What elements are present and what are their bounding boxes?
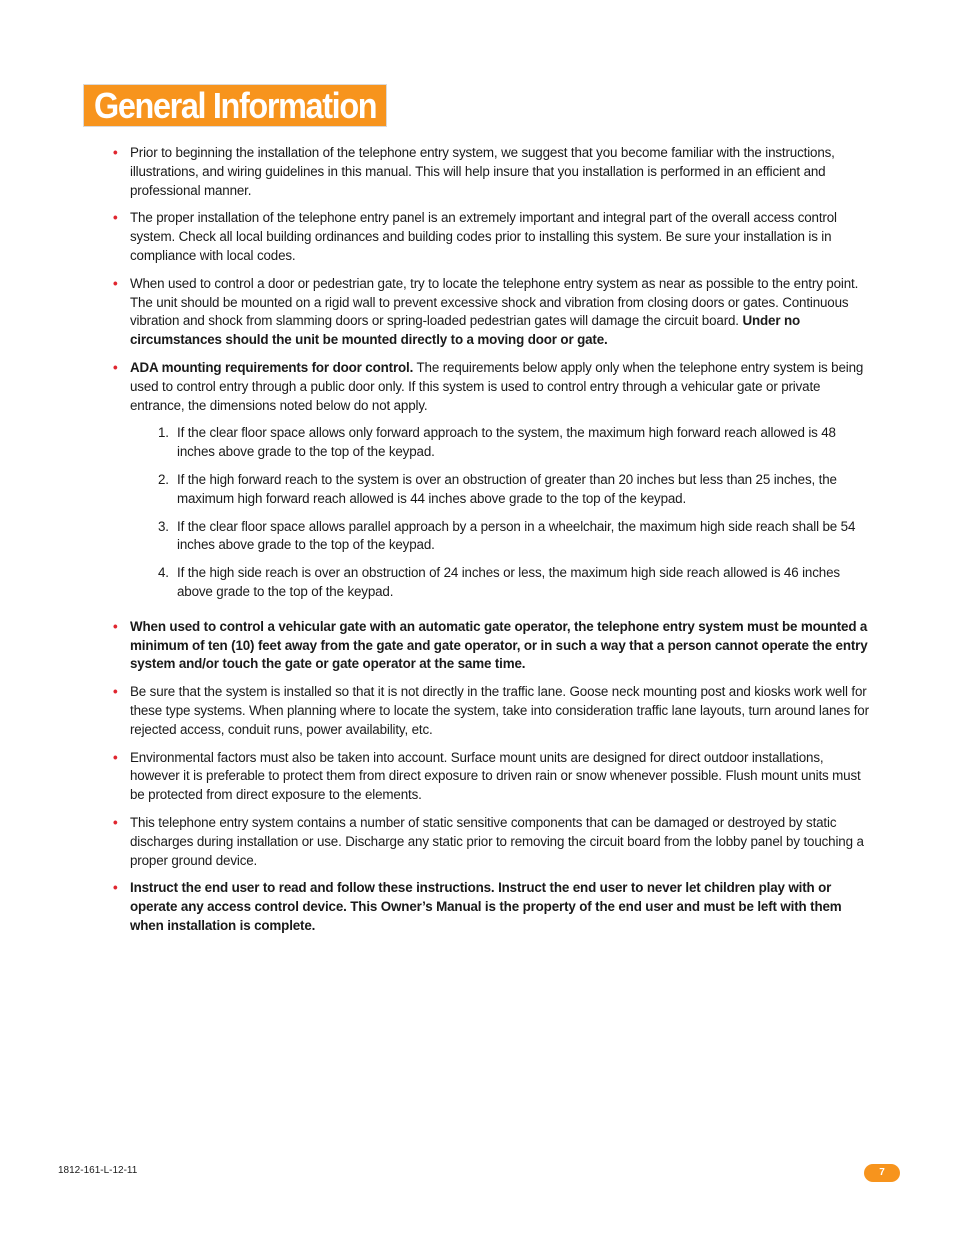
list-number: 1. (158, 425, 169, 441)
ada-list-item (130, 471, 871, 509)
bullet-text: When used to control a door or pedestrian gate, try to locate the telephone entry system as near as possible to the entry point. The unit should be mounted on a rigid wall to prevent excessive shock and vibration from closing doors or gates. Continuous vibration and shock from slamming doors or spring-loaded pedestrian gates will damage the circuit board. (130, 275, 859, 329)
bullet-dot-icon: • (113, 145, 118, 160)
list-number: 4. (158, 565, 169, 581)
list-item-text: If the high forward reach to the system is over an obstruction of greater than 20 inches but less than 25 inches, the maximum high forward reach allowed is 44 inches above grade to the top of the keypad. (177, 471, 837, 506)
bullet-dot-icon: • (113, 618, 118, 634)
ada-list-item (130, 518, 871, 556)
bullet-item (111, 749, 871, 805)
list-item-text: If the clear floor space allows only forward approach to the system, the maximum high forward reach allowed is 48 inches above grade to the top of the keypad. (177, 425, 836, 460)
bullet-item (111, 683, 871, 739)
bullet-bold-text: When used to control a vehicular gate with an automatic gate operator, the telephone entry system must be mounted a minimum of ten (10) feet away from the gate and gate operator, or in such a way that a person cannot operate the entry system and/or touch the gate or gate operator at the same time. (130, 618, 868, 672)
bullet-text: This telephone entry system contains a number of static sensitive components that can be damaged or destroyed by static discharges during installation or use. Discharge any static prior to removing the circuit board from the lobby panel by touching a proper ground device. (130, 814, 864, 868)
page-title: General Information (94, 85, 377, 126)
bullet-item (111, 618, 871, 674)
bullet-dot-icon: • (113, 210, 118, 226)
ada-numbered-list (130, 424, 871, 601)
page-title-box (83, 84, 387, 127)
bullet-dot-icon: • (113, 749, 118, 765)
bullet-item (111, 879, 871, 935)
bullet-bold-text: Instruct the end user to read and follow these instructions. Instruct the end user to never let children play with or operate any access control device. This Owner’s Manual is the property of the end user and must be left with them when installation is complete. (130, 880, 842, 933)
bullet-item (111, 144, 871, 200)
bullet-text: Environmental factors must also be taken into account. Surface mount units are designed for direct outdoor installations, however it is preferable to protect them from direct exposure to driven rain or snow whenever possible. Flush mount units must be protected from direct exposure to the elements. (130, 749, 861, 803)
ada-list-item (130, 564, 871, 602)
bullet-dot-icon: • (113, 814, 118, 830)
list-number: 2. (158, 471, 169, 487)
list-number: 3. (158, 518, 169, 534)
page-number-badge: 7 (864, 1164, 900, 1182)
bullet-dot-icon: • (113, 684, 118, 700)
bullet-text: The proper installation of the telephone entry panel is an extremely important and integral part of the overall access control system. Check all local building ordinances and building codes prior to installing this system. Be sure your installation is in compliance with local codes. (130, 210, 837, 263)
bullet-item (111, 209, 871, 265)
bullet-item (111, 275, 871, 350)
bullet-dot-icon: • (113, 275, 118, 291)
bullet-bold-warning: Under no circumstances should the unit be mounted directly to a moving door or gate. (130, 313, 801, 348)
main-content (111, 144, 871, 945)
bullet-dot-icon: • (113, 359, 118, 375)
list-item-text: If the high side reach is over an obstruction of 24 inches or less, the maximum high side reach allowed is 46 inches above grade to the top of the keypad. (177, 565, 840, 599)
ada-list-item (130, 424, 871, 462)
bullet-item-ada (111, 359, 871, 602)
bullet-text: The requirements below apply only when the telephone entry system is being used to control entry through a public door only. If this system is used to control entry through a vehicular gate or private entrance, the dimensions noted below do not apply. (130, 359, 864, 413)
list-item-text: If the clear floor space allows parallel approach by a person in a wheelchair, the maximum high side reach shall be 54 inches above grade to the top of the keypad. (177, 518, 856, 553)
document-code: 1812-161-L-12-11 (58, 1165, 138, 1176)
bullet-text: Be sure that the system is installed so that it is not directly in the traffic lane. Goose neck mounting post and kiosks work well for these type systems. When planning where to locate the system, take into consideration traffic lane layouts, turn around lanes for rejected access, conduit runs, power availability, etc. (130, 684, 869, 737)
bullet-item (111, 814, 871, 870)
bullet-bold-lead: ADA mounting requirements for door control. (130, 359, 414, 375)
bullet-text: Prior to beginning the installation of the telephone entry system, we suggest that you become familiar with the instructions, illustrations, and wiring guidelines in this manual. This will help insure that you installation is performed in an efficient and professional manner. (130, 145, 835, 198)
bullet-dot-icon: • (113, 880, 118, 896)
